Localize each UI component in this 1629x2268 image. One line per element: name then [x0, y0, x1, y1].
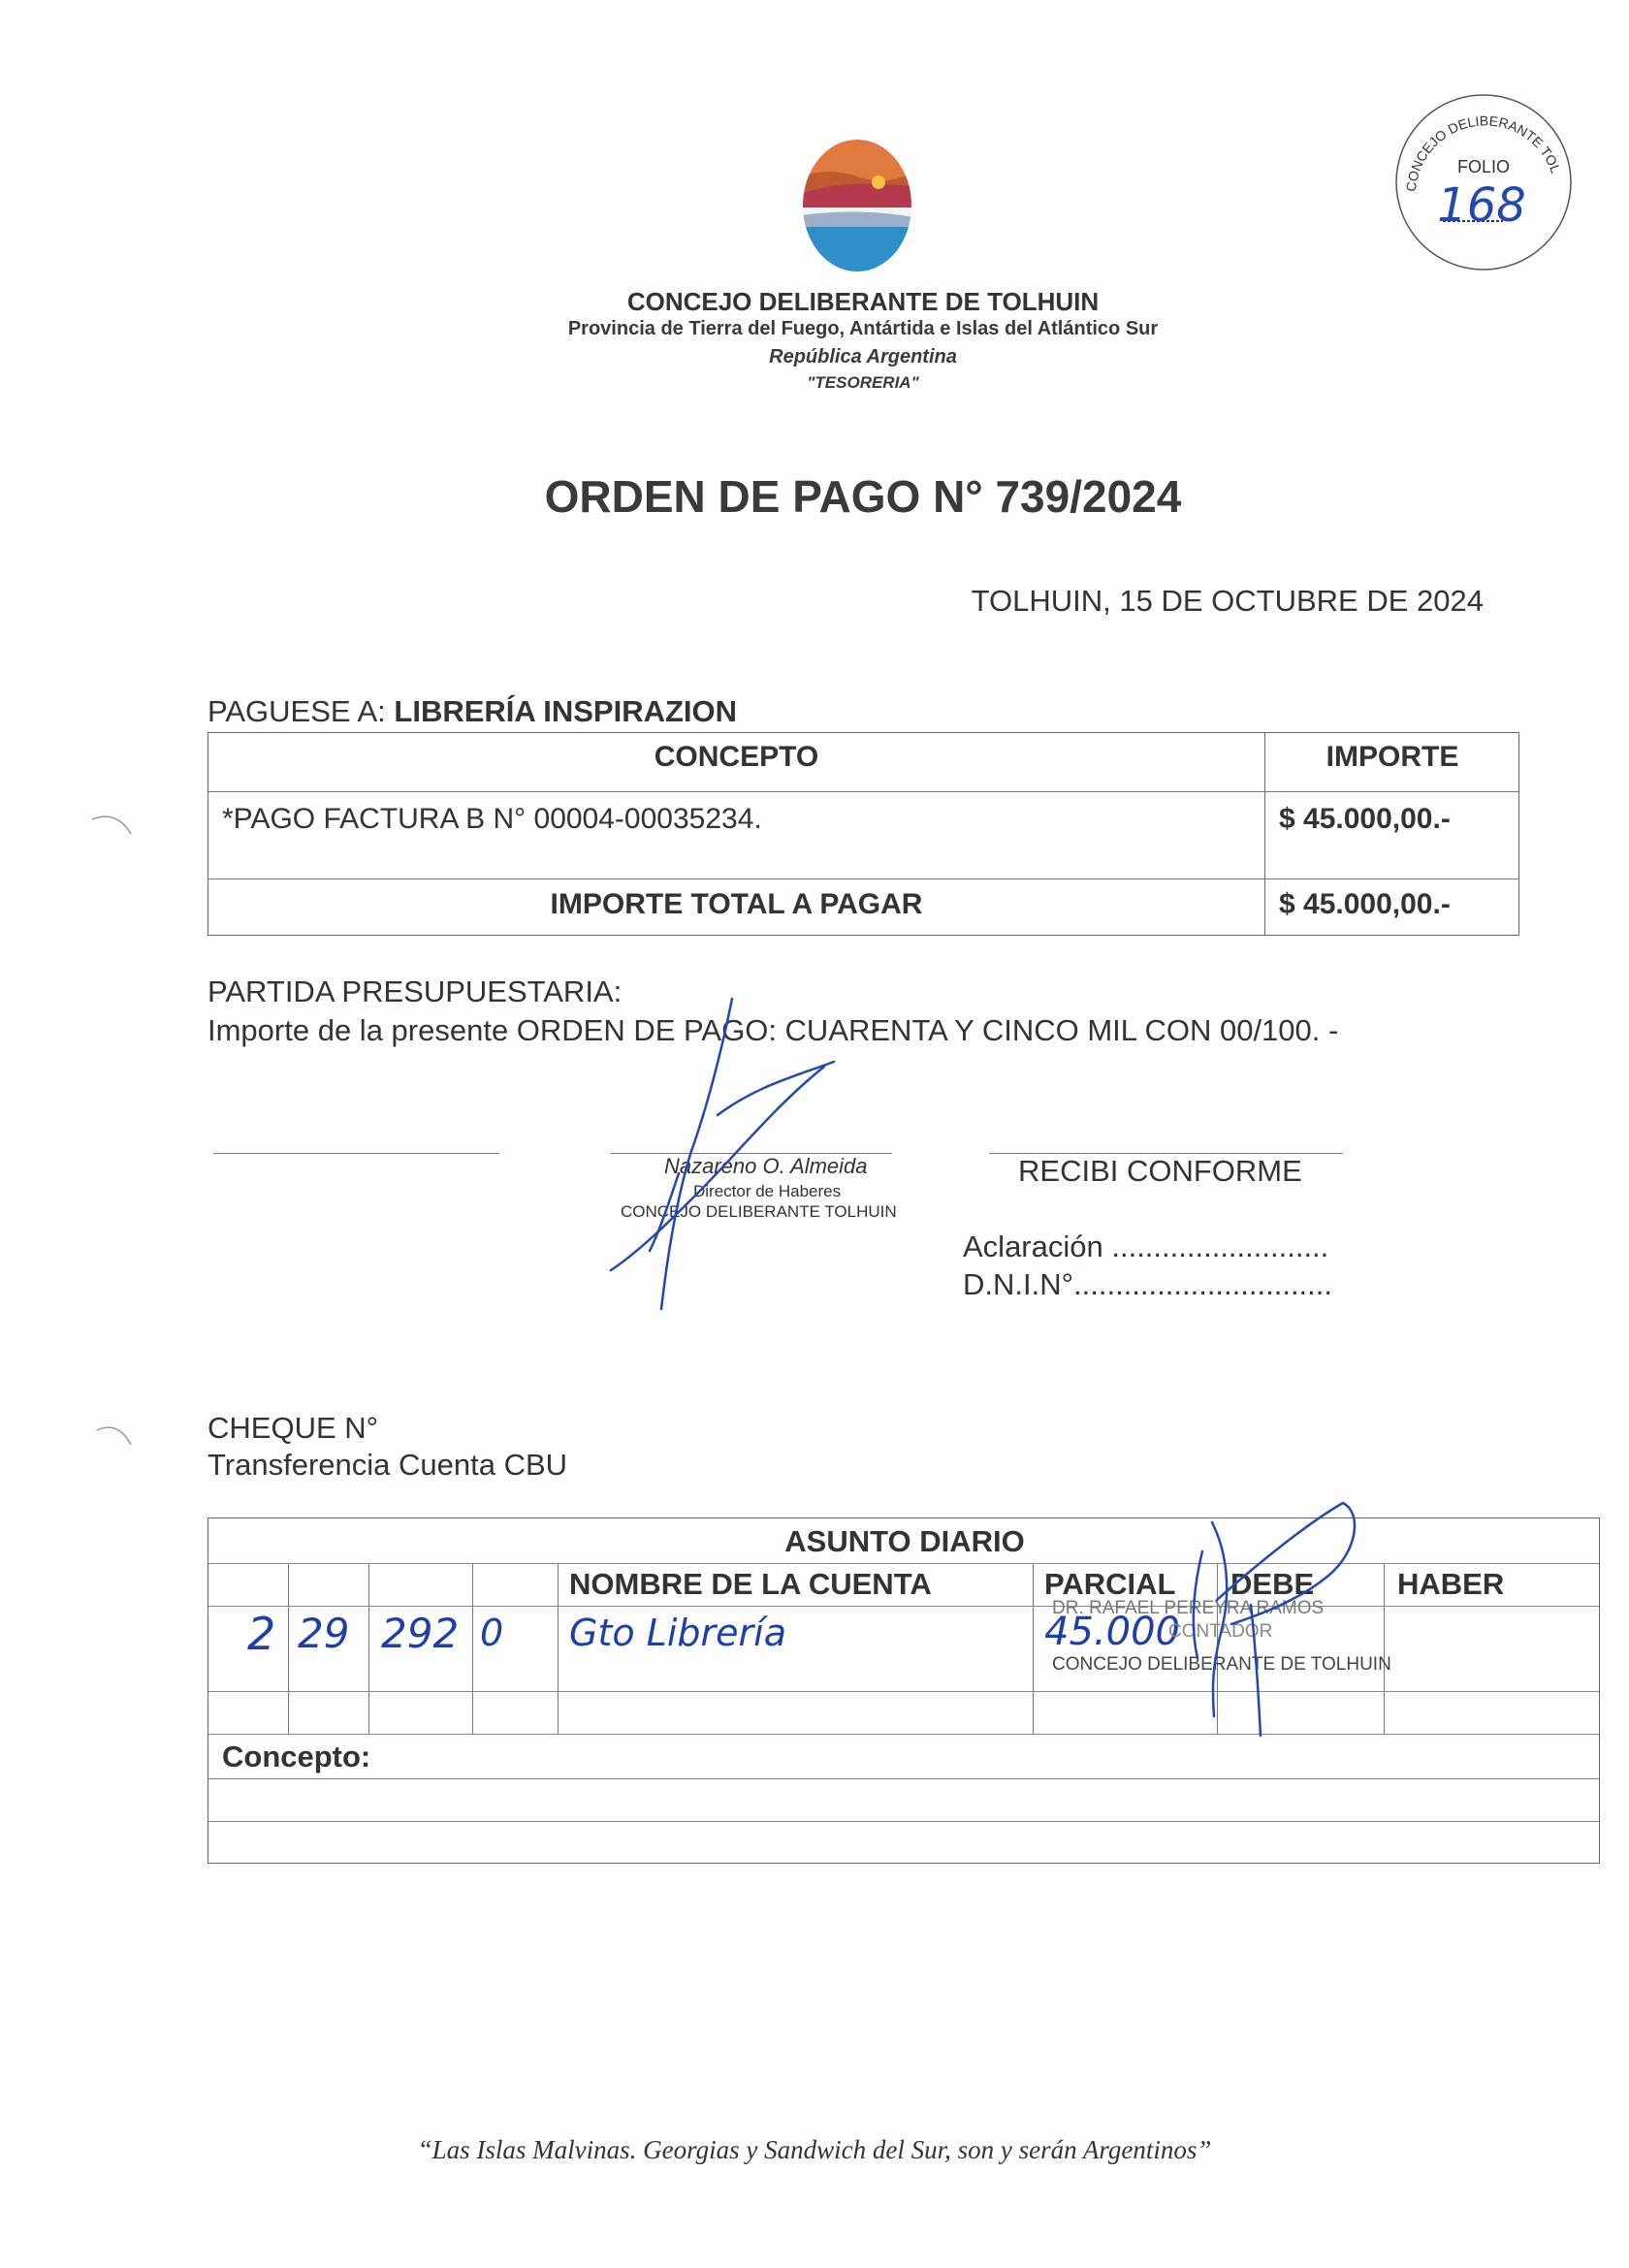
dni-field: D.N.I.N°............................... [963, 1267, 1333, 1301]
hand-code-1: 2 [247, 1608, 276, 1660]
total-label: IMPORTE TOTAL A PAGAR [550, 888, 923, 920]
total-amount: $ 45.000,00.- [1279, 888, 1451, 920]
journal-table [208, 1517, 1600, 1864]
folio-stamp [1387, 85, 1581, 279]
payment-table [208, 732, 1519, 936]
journal-title: ASUNTO DIARIO [784, 1524, 1025, 1558]
institution-logo [801, 138, 913, 273]
hand-account-name: Gto Librería [569, 1612, 786, 1654]
department-line: "TESORERIA" [807, 373, 919, 392]
signature-line-left [213, 1153, 499, 1154]
item-amount: $ 45.000,00.- [1279, 803, 1451, 835]
country-line: República Argentina [769, 346, 957, 367]
concept-header: CONCEPTO [654, 741, 819, 773]
aclaracion-field: Aclaración .......................... [963, 1230, 1329, 1263]
amount-header: IMPORTE [1326, 741, 1459, 773]
transfer-label: Transferencia Cuenta CBU [208, 1448, 568, 1482]
account-name-header: NOMBRE DE LA CUENTA [569, 1567, 932, 1601]
signer-role: Director de Haberes [693, 1182, 842, 1200]
province-line: Provincia de Tierra del Fuego, Antártida e Islas del Atlántico Sur [567, 318, 1159, 339]
accountant-stamp-name: DR. RAFAEL PEREYRA RAMOS [1052, 1598, 1325, 1618]
partial-header: PARCIAL [1044, 1567, 1176, 1601]
pay-to-name: LIBRERÍA INSPIRAZION [394, 694, 738, 728]
debit-header: DEBE [1230, 1567, 1315, 1601]
director-signature-stroke-3 [718, 1062, 834, 1115]
accountant-stamp-role: CONTADOR [1168, 1621, 1273, 1642]
concept-label: Concepto: [222, 1740, 371, 1773]
accountant-stamp-org: CONCEJO DELIBERANTE DE TOLHUIN [1052, 1654, 1391, 1675]
hand-code-4: 0 [480, 1612, 504, 1654]
binding-mark-lower [97, 1427, 131, 1445]
hand-code-3: 292 [381, 1610, 460, 1657]
stamp-ring-text: CONCEJO DELIBERANTE TOL [1402, 112, 1564, 193]
received-label: RECIBI CONFORME [1018, 1154, 1302, 1188]
pay-to-label: PAGUESE A: [208, 694, 386, 728]
pay-to-line [208, 694, 737, 729]
institution-name: CONCEJO DELIBERANTE DE TOLHUIN [626, 287, 1100, 316]
amount-in-words: Importe de la presente ORDEN DE PAGO: CUARENTA Y CINCO MIL CON 00/100. - [208, 1013, 1339, 1047]
partida-label: PARTIDA PRESUPUESTARIA: [208, 974, 623, 1008]
signer-org: CONCEJO DELIBERANTE TOLHUIN [621, 1202, 897, 1221]
place-date: TOLHUIN, 15 DE OCTUBRE DE 2024 [971, 584, 1484, 618]
order-title: ORDEN DE PAGO N° 739/2024 [544, 471, 1182, 522]
signer-name: Nazareno O. Almeida [664, 1154, 868, 1178]
motto: “Las Islas Malvinas. Georgias y Sandwich del Sur, son y serán Argentinos” [417, 2135, 1212, 2164]
hand-code-2: 29 [298, 1610, 350, 1657]
cheque-label: CHEQUE N° [208, 1411, 379, 1445]
stamp-folio-label: FOLIO [1456, 157, 1511, 176]
item-concept: *PAGO FACTURA B N° 00004-00035234. [222, 803, 762, 835]
credit-header: HABER [1397, 1567, 1505, 1601]
binding-mark-upper [92, 816, 131, 834]
hand-partial-amount: 45.000 [1044, 1610, 1180, 1654]
stamp-handwritten-number: 168 [1437, 178, 1526, 233]
